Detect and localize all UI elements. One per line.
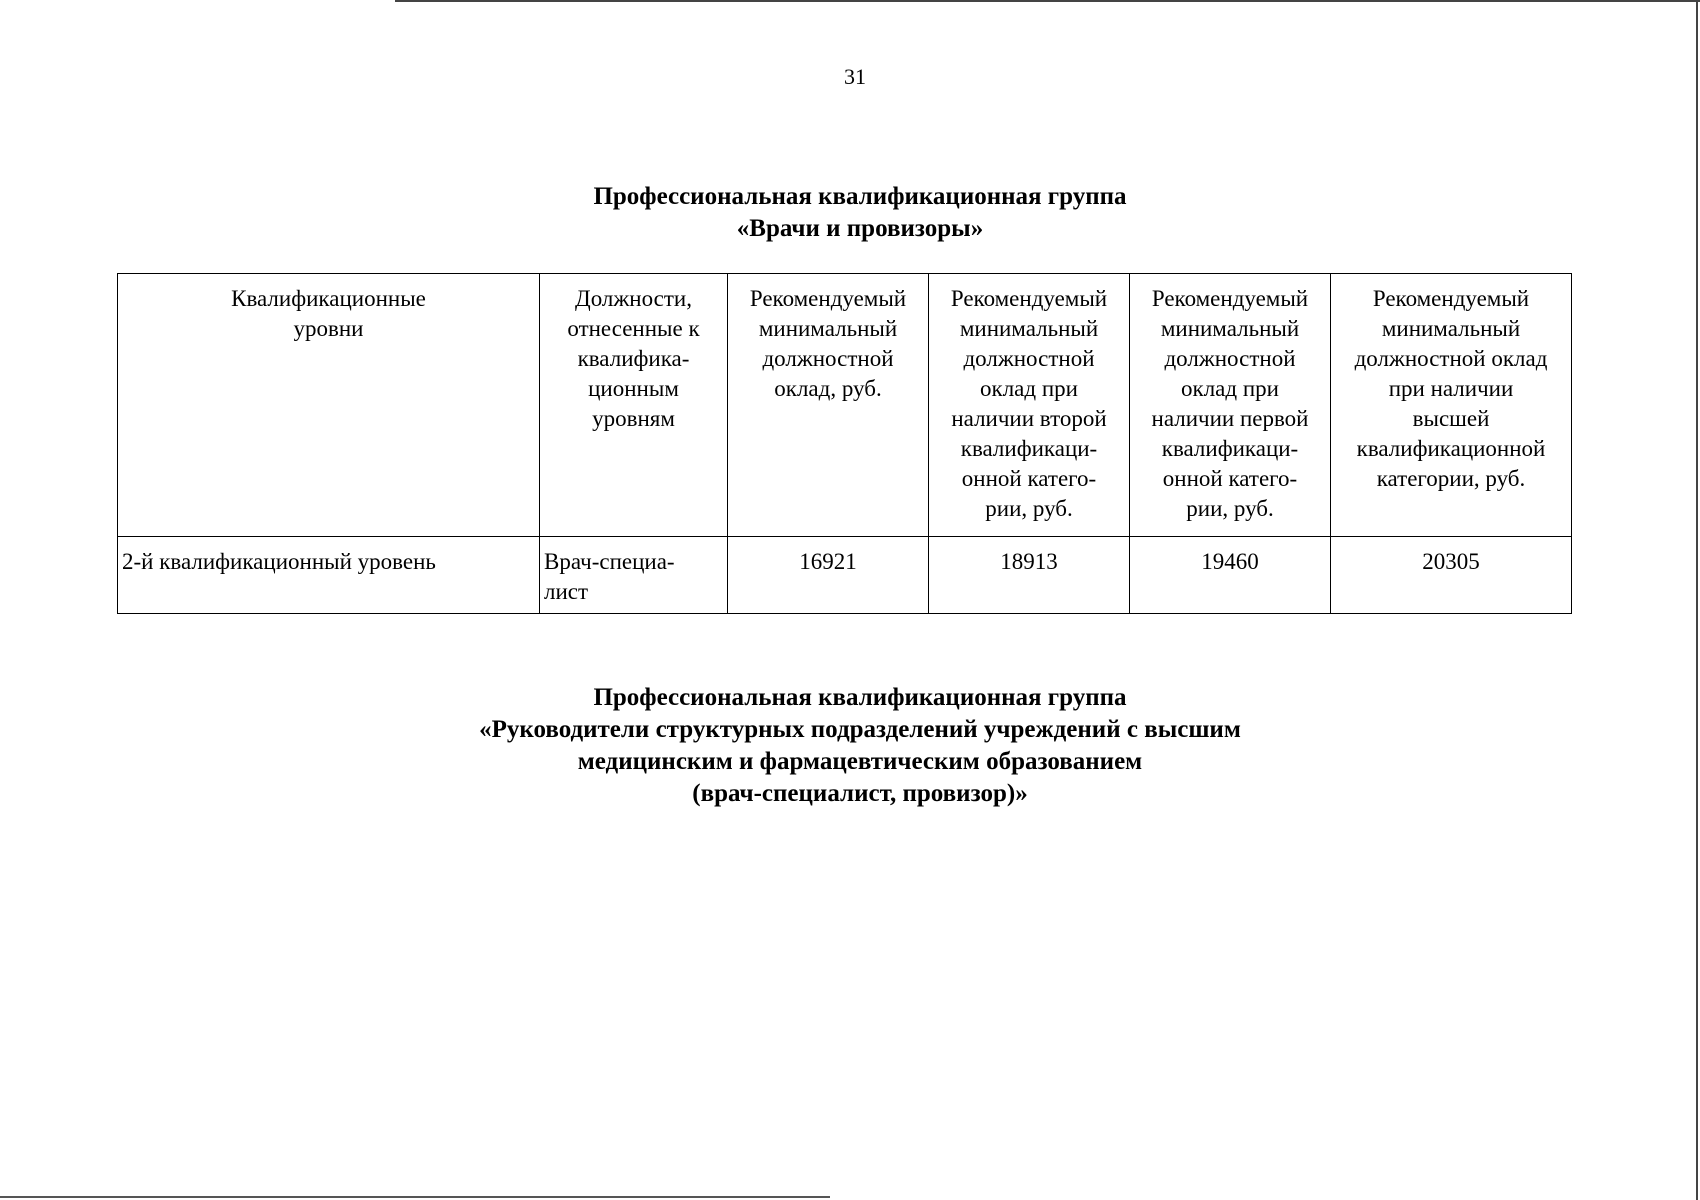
group-title-line: медицинским и фармацевтическим образованием [577, 748, 1143, 775]
scan-edge-top [395, 0, 1700, 2]
group-title-line: (врач-специалист, провизор)» [692, 780, 1028, 807]
cell-position: Врач-специа- лист [540, 537, 728, 614]
header-first-category-salary: Рекомендуемый минимальный должностной оклад при наличии первой квалификаци- онной катего- рии, руб. [1130, 274, 1331, 537]
group-title-line: «Руководители структурных подразделений учреждений с высшим [479, 716, 1241, 743]
cell-level: 2-й квалификационный уровень [118, 537, 540, 614]
scan-edge-bottom [0, 1196, 830, 1198]
scan-edge-right [1696, 0, 1698, 1200]
header-qualification-levels: Квалификационные уровни [118, 274, 540, 537]
group-title-line: «Врачи и провизоры» [736, 215, 984, 242]
header-second-category-salary: Рекомендуемый минимальный должностной оклад при наличии второй квалификаци- онной катего- рии, руб. [929, 274, 1130, 537]
cell-base-salary: 16921 [728, 537, 929, 614]
cell-highest-category-salary: 20305 [1331, 537, 1572, 614]
group-title-doctors [0, 181, 1700, 245]
cell-first-category-salary: 19460 [1130, 537, 1331, 614]
header-positions: Должности, отнесенные к квалифика- ционным уровням [540, 274, 728, 537]
table-row [118, 537, 1572, 614]
group-title-line: Профессиональная квалификационная группа [593, 183, 1127, 210]
salary-table [117, 273, 1572, 614]
cell-second-category-salary: 18913 [929, 537, 1130, 614]
header-highest-category-salary: Рекомендуемый минимальный должностной оклад при наличии высшей квалификационной категории, руб. [1331, 274, 1572, 537]
table-header-row [118, 274, 1572, 537]
group-title-department-heads [0, 682, 1700, 810]
header-base-salary: Рекомендуемый минимальный должностной оклад, руб. [728, 274, 929, 537]
group-title-line: Профессиональная квалификационная группа [593, 684, 1127, 711]
page-number: 31 [844, 64, 866, 89]
